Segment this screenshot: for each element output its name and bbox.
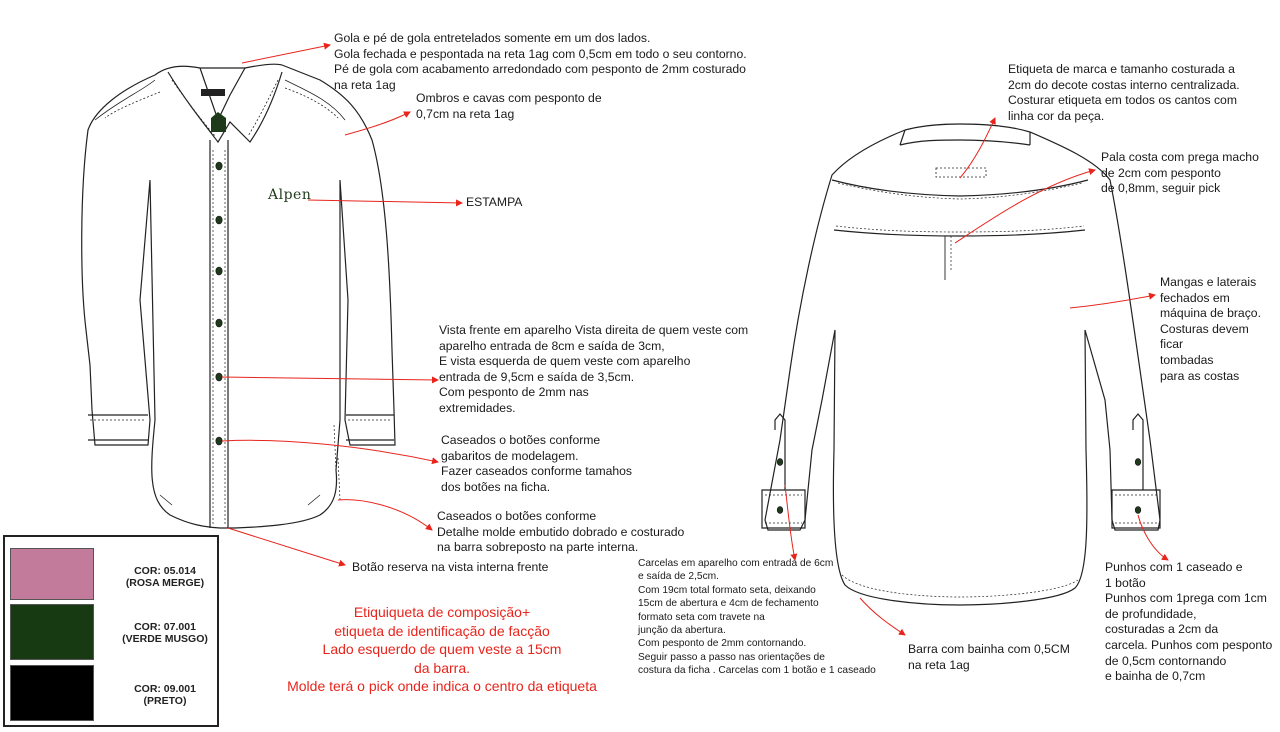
collar-stand-detail [211,112,226,132]
note-brand-label: Etiqueta de marca e tamanho costurada a 2cm do decote costas interno centralizada. Costurar etiqueta em todos os cantos com linha cor da peça. [1008,62,1240,123]
color-label-verde-musgo [113,621,217,645]
alpen-print-logo: Alpen [268,187,312,203]
front-buttons [216,162,222,445]
color-label-rosa-merge [113,565,217,589]
note-cuffs: Punhos com 1 caseado e 1 botão Punhos com 1prega com 1cm de profundidade, costuradas a 2cm da carcela. Punhos com pesponto de 0,5cm contornando e bainha de 0,7cm [1105,560,1273,684]
color-swatch-verde-musgo [10,604,94,660]
collar-label [201,89,225,96]
note-sleeve-plackets: Carcelas em aparelho com entrada de 6cm e saída de 2,5cm. Com 19cm total formato seta, deixando 15cm de abertura e 4cm de fechamento formato seta com travete na junção da abertura. Com pesponto de 2mm contornando. Seguir passo a passo nas orientações de costura da ficha . Carcelas com 1 botão e 1 caseado [638,558,876,677]
color-label-preto [113,683,217,707]
note-placket: Vista frente em aparelho Vista direita de quem veste com aparelho entrada de 8cm e saída de 3cm, E vista esquerda de quem veste com aparelho entrada de 9,5cm e saída de 3,5cm. Com pesponto de 2mm nas extremidades. [439,323,749,415]
note-sleeves: Mangas e laterais fechados em máquina de braço. Costuras devem ficar tombadas para as costas [1160,275,1261,383]
color-legend [3,535,219,727]
note-back-yoke: Pala costa com prega macho de 2cm com pesponto de 0,8mm, seguir pick [1101,150,1259,196]
color-code: COR: 05.014 [134,565,196,577]
color-code: COR: 07.001 [134,621,196,633]
color-name: (VERDE MUSGO) [122,633,208,645]
color-name: (PRETO) [143,695,187,707]
note-hem: Barra com bainha com 0,5CM na reta 1ag [908,642,1070,672]
note-buttonholes: Caseados o botões conforme gabaritos de modelagem. Fazer caseados conforme tamahos dos botões na ficha. [441,433,633,494]
note-collar: Gola e pé de gola entretelados somente em um dos lados. Gola fechada e pespontada na reta 1ag com 0,5cm em todo o seu contorno. Pé de gola com acabamento arredondado com pesponto de 2mm costurado na reta 1ag [334,31,747,92]
color-swatch-rosa-merge [10,548,94,600]
color-swatch-preto [10,665,94,721]
note-composition-label: Etiquiqueta de composição+ etiqueta de identificação de facção Lado esquerdo de quem veste a 15cm da barra. Molde terá o pick onde indica o centro da etiqueta [287,604,597,695]
note-spare-button: Botão reserva na vista interna frente [352,560,549,574]
note-shoulders: Ombros e cavas com pesponto de 0,7cm na reta 1ag [416,91,602,121]
note-embedded-detail: Caseados o botões conforme Detalhe molde embutido dobrado e costurado na barra sobreposto na parte interna. [437,509,685,555]
color-name: (ROSA MERGE) [125,577,205,589]
color-code: COR: 09.001 [134,683,196,695]
note-print: ESTAMPA [466,195,523,209]
